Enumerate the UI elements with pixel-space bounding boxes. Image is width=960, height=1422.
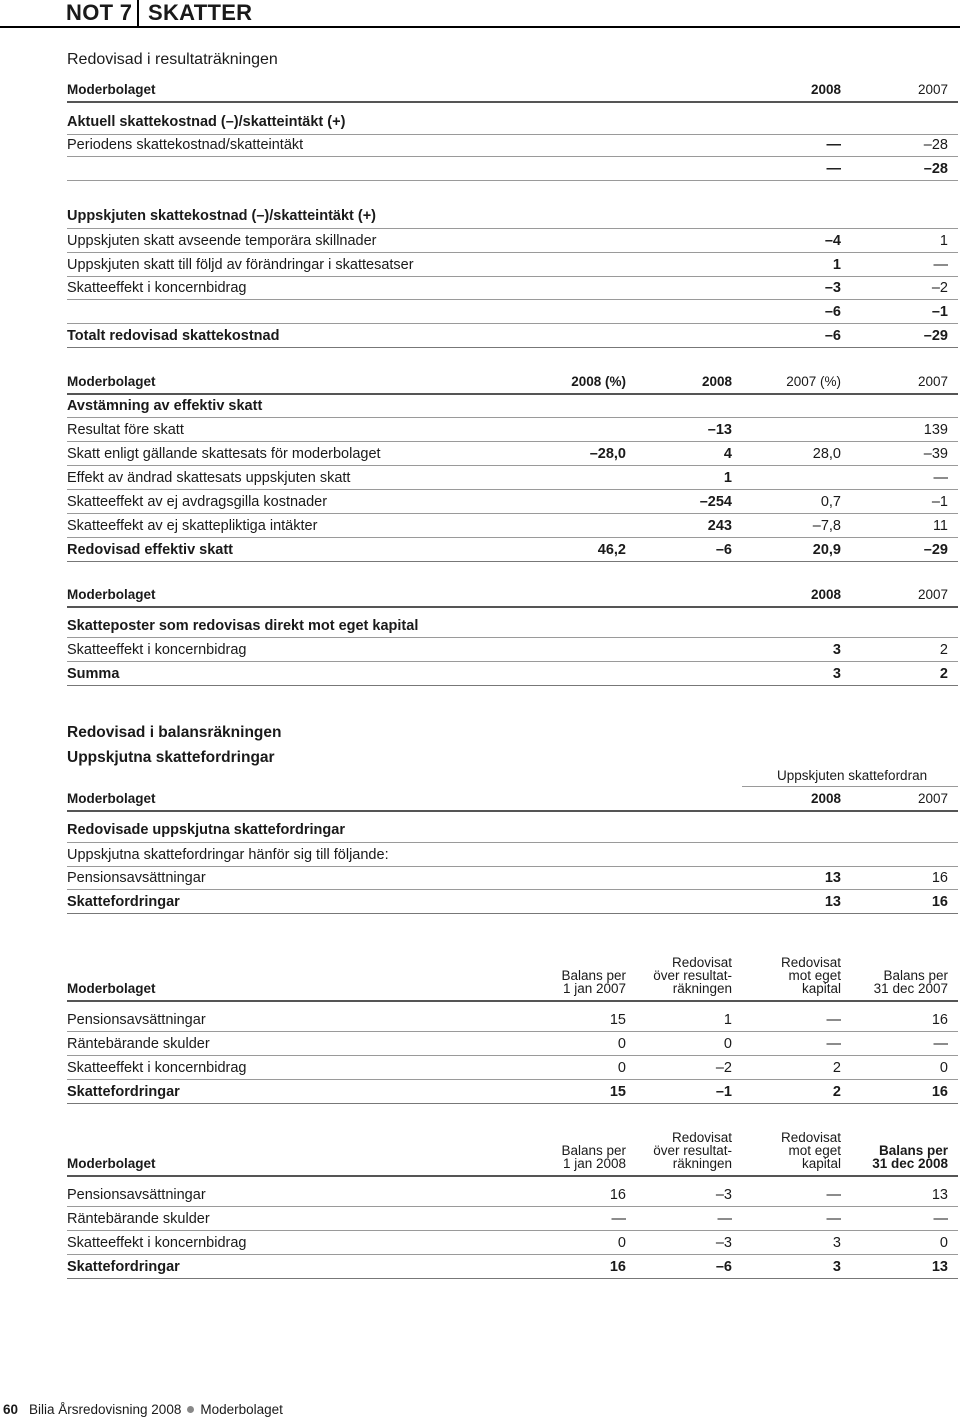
row-label: Skatteeffekt av ej avdragsgilla kostnader xyxy=(67,494,328,510)
t4-note-row xyxy=(67,843,958,867)
value-cell: 0,7 xyxy=(820,494,841,510)
value-cell: –28,0 xyxy=(589,446,626,462)
value-cell: 0 xyxy=(617,1036,626,1052)
row-label: Skatteeffekt av ej skattepliktiga intäkter xyxy=(67,518,318,534)
row-label: Skattefordringar xyxy=(67,894,180,910)
value-2007: 2 xyxy=(939,666,948,682)
row-label: Effekt av ändrad skattesats uppskjuten skatt xyxy=(67,470,351,486)
subtotal-row xyxy=(67,300,958,324)
value-cell: 3 xyxy=(832,1235,841,1251)
value-cell: 2 xyxy=(832,1060,841,1076)
t1-subheading-current xyxy=(67,110,958,134)
table-row xyxy=(67,466,958,490)
t6-header-c2-line: över resultat- xyxy=(653,1143,732,1158)
total-row xyxy=(67,1255,958,1279)
t1-subheading-deferred xyxy=(67,204,958,228)
t5-header-c3-line: mot eget xyxy=(788,968,841,983)
value-2008: –4 xyxy=(824,233,841,249)
total-row xyxy=(67,538,958,562)
value-cell: 3 xyxy=(832,1259,841,1275)
value-2008: 1 xyxy=(832,257,841,273)
row-label: Pensionsavsättningar xyxy=(67,870,206,886)
t1-subheading-deferred-label: Uppskjuten skattekostnad (–)/skatteintäkt (+) xyxy=(67,208,377,224)
total-row xyxy=(67,1080,958,1104)
table-row xyxy=(67,866,958,890)
footer-section: Moderbolaget xyxy=(200,1402,283,1417)
row-label: Summa xyxy=(67,666,120,682)
value-cell: 0 xyxy=(617,1060,626,1076)
t3-header-2007: 2007 xyxy=(917,587,948,602)
t6-header-c4-line: 31 dec 2008 xyxy=(872,1156,948,1171)
value-cell: 16 xyxy=(931,1084,948,1100)
table-row xyxy=(67,253,958,277)
table-row xyxy=(67,229,958,253)
t5-header-c3-line: Redovisat xyxy=(780,955,841,970)
value-2007: 16 xyxy=(931,894,948,910)
t5-header-c2-line: över resultat- xyxy=(653,968,732,983)
t5-header-c1-line: 1 jan 2007 xyxy=(562,981,626,996)
header-divider xyxy=(137,0,139,26)
value-cell: — xyxy=(933,1211,948,1227)
table-row xyxy=(67,276,958,300)
note-number: NOT 7 xyxy=(66,0,133,25)
section-title-income: Redovisad i resultaträkningen xyxy=(67,51,278,68)
value-cell: 1 xyxy=(723,470,732,486)
t1-header-label: Moderbolaget xyxy=(67,82,156,97)
divider xyxy=(67,1175,958,1177)
value-cell: 46,2 xyxy=(597,542,626,558)
t5-header-c2-line: Redovisat xyxy=(671,955,732,970)
t5-header-c2-line: räkningen xyxy=(672,981,732,996)
value-cell: — xyxy=(933,470,948,486)
row-label: Skatt enligt gällande skattesats för moderbolaget xyxy=(67,446,381,462)
section-title-balance: Redovisad i balansräkningen xyxy=(67,724,282,741)
t1-header-rule xyxy=(67,101,958,103)
value-cell: 243 xyxy=(707,518,732,534)
divider xyxy=(67,1278,958,1279)
t3-subheading-label: Skatteposter som redovisas direkt mot eget kapital xyxy=(67,618,419,634)
value-cell: –6 xyxy=(715,542,732,558)
table-row xyxy=(67,1056,958,1080)
divider xyxy=(67,1000,958,1002)
row-label: Skattefordringar xyxy=(67,1084,180,1100)
t6-header-c3-line: Redovisat xyxy=(780,1130,841,1145)
t2-header-2008-pct: 2008 (%) xyxy=(571,374,626,389)
value-cell: — xyxy=(826,1187,841,1203)
t4-note-label: Uppskjutna skattefordringar hänför sig till följande: xyxy=(67,847,389,863)
value-cell: –29 xyxy=(923,542,948,558)
t4-subheading xyxy=(67,818,958,842)
t6-header-c3-line: mot eget xyxy=(788,1143,841,1158)
value-2008: –6 xyxy=(824,328,841,344)
t5-header-c4-line: Balans per xyxy=(883,968,948,983)
value-2007: –29 xyxy=(923,328,948,344)
value-2007: — xyxy=(933,257,948,273)
t5-header-c1-line: Balans per xyxy=(561,968,626,983)
value-cell: 16 xyxy=(609,1187,626,1203)
value-cell: — xyxy=(611,1211,626,1227)
value-cell: 0 xyxy=(939,1235,948,1251)
value-2008: — xyxy=(826,137,841,153)
t2-header-row xyxy=(67,370,958,394)
value-2008: 13 xyxy=(824,870,841,886)
divider xyxy=(67,347,958,348)
value-cell: –6 xyxy=(715,1259,732,1275)
t6-header-c3-line: kapital xyxy=(801,1156,841,1171)
value-cell: 2 xyxy=(832,1084,841,1100)
table-row xyxy=(67,1008,958,1032)
table-row xyxy=(67,1231,958,1255)
t6-header-c2-line: räkningen xyxy=(672,1156,732,1171)
value-cell: 139 xyxy=(923,422,948,438)
t3-header-2008: 2008 xyxy=(810,587,841,602)
t2-header-2007: 2007 xyxy=(917,374,948,389)
t2-header-2007-pct: 2007 (%) xyxy=(786,374,841,389)
value-cell: –254 xyxy=(699,494,732,510)
value-cell: 0 xyxy=(939,1060,948,1076)
value-2008: –6 xyxy=(824,304,841,320)
row-label: Skatteeffekt i koncernbidrag xyxy=(67,1060,247,1076)
bullet-dot-icon xyxy=(187,1406,194,1413)
value-2008: 3 xyxy=(832,666,841,682)
value-2007: 16 xyxy=(931,870,948,886)
value-cell: — xyxy=(933,1036,948,1052)
row-label: Räntebärande skulder xyxy=(67,1036,210,1052)
t3-header-rule xyxy=(67,606,958,608)
t3-header-row xyxy=(67,583,958,607)
t3-header-label: Moderbolaget xyxy=(67,587,156,602)
row-label: Resultat före skatt xyxy=(67,422,184,438)
t5-header-c4-line: 31 dec 2007 xyxy=(873,981,948,996)
row-label: Skatteeffekt i koncernbidrag xyxy=(67,280,247,296)
value-cell: 15 xyxy=(609,1084,626,1100)
total-row xyxy=(67,324,958,348)
row-label: Räntebärande skulder xyxy=(67,1211,210,1227)
divider xyxy=(67,561,958,562)
t2-header-label: Moderbolaget xyxy=(67,374,156,389)
t6-header-c1-line: Balans per xyxy=(561,1143,626,1158)
value-2007: –1 xyxy=(931,304,948,320)
t2-subheading xyxy=(67,394,958,418)
t1-header-row xyxy=(67,78,958,102)
value-cell: –1 xyxy=(931,494,948,510)
row-label: Uppskjuten skatt avseende temporära skillnader xyxy=(67,233,377,249)
value-cell: –3 xyxy=(715,1187,732,1203)
value-cell: 4 xyxy=(723,446,732,462)
table-row xyxy=(67,514,958,538)
divider xyxy=(67,1103,958,1104)
value-cell: 0 xyxy=(723,1036,732,1052)
t6-header-c2-line: Redovisat xyxy=(671,1130,732,1145)
value-cell: 15 xyxy=(609,1012,626,1028)
value-2007: –28 xyxy=(923,161,948,177)
table-row xyxy=(67,442,958,466)
table-row xyxy=(67,418,958,442)
divider xyxy=(67,180,958,181)
t4-header-2007: 2007 xyxy=(917,791,948,806)
row-label: Skattefordringar xyxy=(67,1259,180,1275)
value-2007: –2 xyxy=(931,280,948,296)
subtotal-row xyxy=(67,157,958,181)
t6-header-label: Moderbolaget xyxy=(67,1156,156,1171)
total-row xyxy=(67,662,958,686)
value-2007: 1 xyxy=(939,233,948,249)
value-2008: 3 xyxy=(832,642,841,658)
value-2007: 2 xyxy=(939,642,948,658)
t1-subheading-current-label: Aktuell skattekostnad (–)/skatteintäkt (+) xyxy=(67,114,346,130)
t6-header-c4-line: Balans per xyxy=(878,1143,948,1158)
t4-header-rule xyxy=(67,810,958,812)
table-row xyxy=(67,1207,958,1231)
value-cell: –3 xyxy=(715,1235,732,1251)
total-row xyxy=(67,890,958,914)
t2-header-2008: 2008 xyxy=(701,374,732,389)
table-row xyxy=(67,490,958,514)
value-cell: –39 xyxy=(923,446,948,462)
value-2008: –3 xyxy=(824,280,841,296)
row-label: Pensionsavsättningar xyxy=(67,1187,206,1203)
t2-subheading-label: Avstämning av effektiv skatt xyxy=(67,398,263,414)
row-label: Uppskjuten skatt till följd av förändringar i skattesatser xyxy=(67,257,414,273)
t4-header-2008: 2008 xyxy=(810,791,841,806)
t3-subheading xyxy=(67,614,958,638)
t4-header-label: Moderbolaget xyxy=(67,791,156,806)
footer-company: Bilia Årsredovisning 2008 xyxy=(29,1402,182,1417)
section-subtitle-deferred: Uppskjutna skattefordringar xyxy=(67,749,275,766)
t6-header-c1-line: 1 jan 2008 xyxy=(562,1156,626,1171)
t1-header-2008: 2008 xyxy=(810,82,841,97)
value-cell: — xyxy=(826,1036,841,1052)
value-cell: 16 xyxy=(931,1012,948,1028)
value-cell: 13 xyxy=(931,1259,948,1275)
divider xyxy=(67,913,958,914)
value-2007: –28 xyxy=(923,137,948,153)
page-header xyxy=(0,0,960,28)
page-number: 60 xyxy=(3,1402,19,1417)
table-row xyxy=(67,638,958,662)
value-cell: –7,8 xyxy=(812,518,841,534)
value-cell: 0 xyxy=(617,1235,626,1251)
value-2008: 13 xyxy=(824,894,841,910)
value-cell: 11 xyxy=(932,518,948,534)
t5-header-c3-line: kapital xyxy=(801,981,841,996)
row-label: Redovisad effektiv skatt xyxy=(67,542,234,558)
value-cell: 16 xyxy=(609,1259,626,1275)
value-cell: 13 xyxy=(931,1187,948,1203)
table-row xyxy=(67,1183,958,1207)
value-cell: –2 xyxy=(715,1060,732,1076)
t4-group-header: Uppskjuten skattefordran xyxy=(777,768,928,783)
value-2008: — xyxy=(826,161,841,177)
t4-header-row xyxy=(67,787,958,811)
row-label: Skatteeffekt i koncernbidrag xyxy=(67,642,247,658)
t4-subheading-label: Redovisade uppskjutna skattefordringar xyxy=(67,822,345,838)
value-cell: — xyxy=(826,1012,841,1028)
row-label: Skatteeffekt i koncernbidrag xyxy=(67,1235,247,1251)
divider xyxy=(67,685,958,686)
note-title: SKATTER xyxy=(148,0,253,25)
value-cell: 28,0 xyxy=(812,446,841,462)
value-cell: –1 xyxy=(715,1084,732,1100)
value-cell: 1 xyxy=(723,1012,732,1028)
row-label: Periodens skattekostnad/skatteintäkt xyxy=(67,137,304,153)
value-cell: — xyxy=(717,1211,732,1227)
row-label: Pensionsavsättningar xyxy=(67,1012,206,1028)
footer-text xyxy=(29,1402,283,1417)
table-row xyxy=(67,133,958,157)
table-row xyxy=(67,1032,958,1056)
row-label: Totalt redovisad skattekostnad xyxy=(67,328,280,344)
value-cell: –13 xyxy=(707,422,732,438)
value-cell: 20,9 xyxy=(812,542,841,558)
t1-header-2007: 2007 xyxy=(917,82,948,97)
t5-header-label: Moderbolaget xyxy=(67,981,156,996)
value-cell: — xyxy=(826,1211,841,1227)
